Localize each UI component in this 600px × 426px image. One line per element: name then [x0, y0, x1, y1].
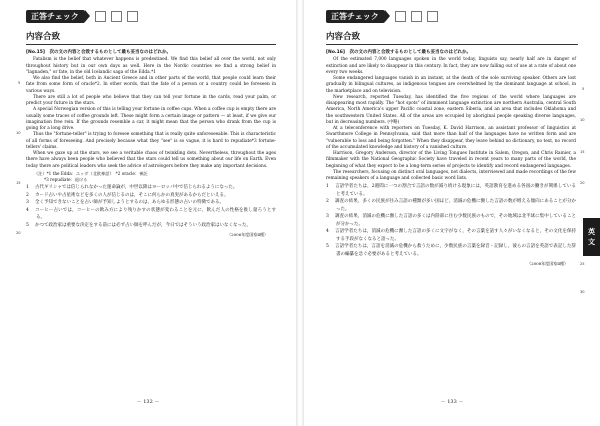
footnote: （注）*1 the Edda：エッダ（北欧神話） *2 oracle：神託: [34, 170, 148, 176]
answer-option[interactable]: [326, 243, 576, 258]
answer-option[interactable]: [26, 184, 276, 192]
check-box[interactable]: [427, 11, 438, 22]
right-page: [304, 0, 600, 426]
line-number: 15: [16, 181, 21, 185]
option-text: 調査の結果，多くの民族が住み言語の種類が多い国ほど，消滅の危機に瀕した言語の数が増える傾向にあることが分かった。: [335, 199, 576, 212]
option-number: 3: [26, 200, 29, 206]
passage-paragraph: When we gaze up at the stars, we see a veritable chaos of twinkling dots. Nevertheless, throughout the ages there have always been people who believed that the stars could tell us something about our life on Earth. Even today there are political leaders who seek the advice of astrologers before they make any important decisions.: [26, 151, 276, 169]
option-text: 言語学者たちは，消滅の危機に瀕した言語の多くに文字がなく，その言葉を話す人々がいなくなると，その文化を保持する手段がなくなると語った。: [335, 229, 576, 242]
passage-paragraph: The researchers, focusing on distinct oral languages, not dialects, interviewed and made recordings of the few remaining speakers of a language and collected basic word lists.: [326, 169, 576, 181]
answer-options: [326, 183, 576, 258]
footnotes: [26, 171, 276, 183]
section-title: 内容合致: [26, 32, 61, 42]
answer-option[interactable]: [26, 222, 276, 230]
option-text: 全く予知できないことを占い師が予知しようとするのは，あらゆる形態の占いの特徴である。: [35, 200, 224, 206]
answer-option[interactable]: [326, 183, 576, 198]
section-divider: [26, 44, 276, 45]
source-note: （2006年度国家Ⅱ種）: [227, 232, 268, 238]
section-divider: [326, 44, 578, 45]
answer-option[interactable]: [26, 192, 276, 200]
footnote: *3 repudiate：退ける: [44, 176, 88, 182]
line-number: 5: [18, 81, 21, 85]
option-text: かつて政治家は重要な決定をする前には必ず占い師を呼んだが，今日ではそういう政治家はいなくなった。: [35, 222, 251, 228]
passage-paragraph: Some endangered languages vanish in an instant, at the death of the sole surviving speaker. Others are lost gradually in bilingual cultures, as indigenous tongues are overwhelmed by the dominant language at school, in the marketplace and on television.: [326, 76, 576, 94]
option-number: 2: [26, 192, 29, 198]
option-text: 古代ギリシャでは信じられなかった運命論が，中世以降はヨーロッパ中で信じられるようになった。: [35, 185, 238, 191]
line-number: 10: [580, 118, 585, 122]
option-number: 5: [26, 222, 29, 228]
right-answer-check-header: [326, 9, 438, 23]
passage-paragraph: A special Norwegian version of this is telling your fortune in coffee cups. When a coffee cup is empty there are usually some traces of coffee grounds left. These might form a certain image or pattern — at least, if we give our imagination free rein. If the grounds resemble a car, it might mean that the person who drank from the cup is going for a long drive.: [26, 107, 276, 131]
page-number: － 133 －: [440, 399, 464, 405]
check-box[interactable]: [95, 11, 106, 22]
option-number: 4: [26, 207, 29, 213]
option-text: 言語学者たちは，言語を消滅の危機から救うために，少数民族の言葉を録音・記録し，彼らの言語を英語で表記した辞書の編纂を急ぐ必要があると考えている。: [335, 244, 576, 257]
left-answer-check-header: [26, 9, 138, 23]
left-page: [0, 0, 296, 426]
passage-paragraph: At a teleconference with reporters on Tuesday, K. David Harrison, an assistant professor of linguistics at Swarthmore College in Pennsylvania, said that more than half of the languages have no written form and are "vulnerable to loss and being forgotten." When they disappear, they leave behind no dictionary, no text, no record of the accumulated knowledge and history of a vanished culture.: [326, 126, 576, 150]
passage-paragraph: We also find the belief, both in Ancient Greece and in other parts of the world, that people could learn their fate from some form of oracle*2. In other words, that the fate of a person or a country could be foreseen in various ways.: [26, 76, 276, 94]
option-number: 1: [326, 184, 329, 190]
answer-option[interactable]: [26, 207, 276, 222]
line-number: 5: [582, 87, 585, 91]
passage-paragraph: Harrison, Gregory Anderson, director of the Living Tongues Institute in Salem, Oregon, and Chris Rainier, a filmmaker with the National Geographic Society have traveled in recent years to many parts of the world, the beginning of what they expect to be a long-term series of projects to identify and record endangered languages.: [326, 151, 576, 169]
answer-check-chip: 正答チェック: [326, 10, 385, 23]
page-number: － 132 －: [136, 399, 160, 405]
answer-options: [26, 184, 276, 229]
tab-char: 文: [588, 238, 595, 246]
question-block: [26, 50, 276, 238]
book-gutter: [296, 0, 304, 426]
question-block: [326, 50, 576, 268]
option-number: 4: [326, 229, 329, 235]
passage-paragraph: New research, reported Tuesday, has identified the five regions of the world where languages are disappearing most rapidly. The "hot spots" of imminent language extinction are northern Australia, central South America, North America's upper Pacific coastal zone, eastern Siberia, and an area that includes Oklahoma and the southwestern United States. All of the areas are occupied by aboriginal people speaking diverse languages, but in decreasing numbers. (中略): [326, 94, 576, 125]
check-box[interactable]: [411, 11, 422, 22]
option-text: 調査の結果，消滅の危機に瀕した言語の多くは内陸部に住む少数民族のもので，その地域は北半球に集中していることが分かった。: [335, 214, 576, 227]
line-number: 30: [580, 290, 585, 294]
answer-option[interactable]: [326, 213, 576, 228]
answer-option[interactable]: [326, 228, 576, 243]
line-number: 15: [580, 150, 585, 154]
question-heading: [No.16] 次の文の内容と合致するものとして最も妥当なのはどれか。: [326, 50, 471, 55]
answer-check-chip: 正答チェック: [26, 10, 85, 23]
option-number: 5: [326, 244, 329, 250]
check-box[interactable]: [111, 11, 122, 22]
option-text: カード占いや占星術などを多くの人が信じるのは，そこに何らかの真実があるからだといえる。: [35, 192, 229, 198]
check-box[interactable]: [395, 11, 406, 22]
passage-paragraph: Fatalism is the belief that whatever happens is predestined. We find this belief all over the world, not only throughout history but in our own days as well. Here in the Nordic countries we find a strong belief in "lagnaden," or fate, in the old Icelandic saga of the Edda.*1: [26, 57, 276, 75]
option-text: 言語学者たちは，2週間に一つの割合で言語の数が減り続ける現象には，英語教育を進める各国の働きが関係していると考えている。: [335, 184, 576, 197]
answer-option[interactable]: [26, 199, 276, 207]
line-number: 25: [580, 262, 585, 266]
option-number: 2: [326, 199, 329, 205]
answer-option[interactable]: [326, 198, 576, 213]
line-number: 20: [580, 181, 585, 185]
option-number: 1: [26, 185, 29, 191]
passage-paragraph: Of the estimated 7,000 languages spoken in the world today, linguists say, nearly half are in danger of extinction and are likely to disappear in this century. In fact, they are now falling out of use at a rate of about one every two weeks.: [326, 57, 576, 75]
question-heading: [No.15] 次の文の内容と合致するものとして最も妥当なのはどれか。: [26, 50, 171, 55]
passage-paragraph: Thus the "fortune-teller" is trying to foresee something that is really quite unforeseeable. This is characteristic of all forms of foreseeing. And precisely because what they "see" is so vague, it is hard to repudiate*3 fortune-tellers' claims.: [26, 132, 276, 150]
line-number: 20: [16, 231, 21, 235]
source-note: （2008年度国家Ⅱ種）: [527, 261, 568, 267]
check-box[interactable]: [127, 11, 138, 22]
option-number: 3: [326, 214, 329, 220]
passage-paragraph: There are still a lot of people who believe that they can tell your fortune in the cards, read your palm, or predict your future in the stars.: [26, 94, 276, 106]
option-text: コーヒー占いでは，コーヒーの飲み方により残りかすの状態が変わることを元に，飲んだ人の性格を推し量ろうとする。: [35, 207, 276, 221]
line-number: 10: [16, 131, 21, 135]
tab-char: 英: [588, 228, 595, 236]
english-section-tab: [583, 218, 600, 256]
section-title: 内容合致: [326, 32, 361, 42]
